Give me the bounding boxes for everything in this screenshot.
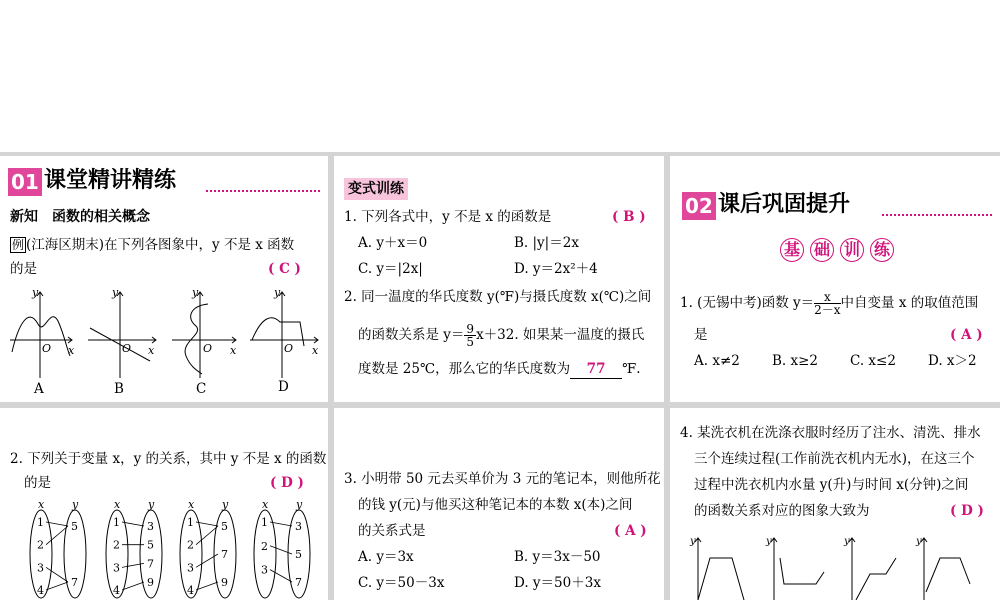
q4-graph-a [695, 538, 744, 600]
example-answer: ( C ) [268, 261, 301, 277]
q4-graph-c [849, 538, 896, 600]
graph-label-b: B [114, 381, 124, 397]
q3-line2: 的钱 y(元)与他买这种笔记本的本数 x(本)之间 [358, 497, 633, 513]
map-x-value: 3 [261, 563, 268, 577]
variant-q2-line2a: 的函数关系是 y＝ [358, 327, 465, 343]
q4-answer: ( D ) [950, 503, 984, 519]
graph-b-x-label: x [148, 344, 155, 357]
map-x-value: 4 [113, 584, 120, 597]
q3-option-c: C. y＝50－3x [358, 575, 445, 591]
graph-c-origin: O [203, 342, 213, 355]
map-y-header: y [296, 498, 303, 511]
map-y-value: 9 [147, 576, 154, 589]
q4-graph-d-y: y [916, 536, 922, 547]
variant-q2-frac-num: 9 [466, 322, 475, 336]
variant-q2-line2b: x＋32. 如果某一温度的摄氏 [476, 327, 645, 343]
map-x-header: x [262, 498, 269, 511]
map-x-value: 3 [37, 561, 44, 575]
q3-option-d: D. y＝50＋3x [514, 575, 601, 591]
panel-q2-mappings [0, 408, 328, 600]
graph-a [10, 292, 72, 378]
q4-line3: 过程中洗衣机内水量 y(升)与时间 x(分钟)之间 [694, 477, 969, 493]
map-y-value: 9 [221, 576, 228, 589]
basic-char-2: 础 [810, 238, 834, 262]
map-y-value: 5 [147, 538, 154, 552]
map-x-value: 4 [37, 584, 44, 597]
map-y-value: 7 [221, 548, 228, 561]
basic-char-3: 训 [840, 238, 864, 262]
variant-q2-line3 [358, 360, 641, 379]
map-y-value: 3 [147, 520, 154, 533]
section2-q1-option-c: C. x≤2 [850, 353, 896, 369]
section2-q1-option-a: A. x≠2 [694, 353, 740, 369]
map-y-header: y [148, 498, 155, 511]
map-y-value: 7 [295, 576, 302, 589]
graph-d [250, 292, 318, 378]
panel-q3 [334, 408, 664, 600]
map-x-value: 1 [37, 516, 44, 529]
variant-q1-option-b: B. |y|＝2x [514, 235, 579, 251]
q4-graph-b-y: y [766, 536, 772, 547]
graph-d-y-label: y [274, 286, 281, 299]
map-x-value: 3 [113, 561, 120, 575]
map-x-header: x [38, 498, 45, 511]
example-graphs [0, 156, 328, 402]
q2-answer: ( D ) [270, 475, 304, 491]
graph-a-x-label: x [68, 344, 75, 357]
variant-q1-answer: ( B ) [612, 209, 646, 225]
map-y-value: 7 [71, 576, 78, 589]
subtitle: 新知 函数的相关概念 [10, 209, 150, 225]
example-text: (江海区期末)在下列各图象中，y 不是 x 函数 [26, 237, 295, 253]
basic-char-1: 基 [780, 238, 804, 262]
q4-graph-c-y: y [844, 536, 850, 547]
variant-q2-line2 [358, 320, 644, 350]
q2-line2: 的是 [24, 475, 51, 491]
q3-option-a: A. y＝3x [358, 549, 414, 565]
graph-a-y-label: y [32, 286, 39, 299]
map-y-value: 5 [221, 520, 228, 533]
map-y-value: 5 [71, 520, 78, 533]
variant-q2-fraction [464, 323, 476, 348]
variant-q1-option-c: C. y＝|2x| [358, 261, 423, 277]
map-x-value: 2 [113, 538, 120, 552]
map-x-value: 4 [187, 584, 194, 597]
section2-dotted-rule [882, 214, 992, 216]
map-arrow [270, 546, 292, 554]
section2-title: 课后巩固提升 [718, 192, 851, 217]
section2-q1-frac-num: x [814, 291, 840, 304]
section2-q1-option-d: D. x＞2 [928, 353, 977, 369]
graph-b-origin: O [122, 342, 132, 355]
graph-c-y-label: y [192, 286, 199, 299]
map-y-value: 3 [295, 520, 302, 533]
graph-a-origin: O [42, 342, 52, 355]
graph-c [172, 292, 236, 378]
q4-graphs [670, 528, 1000, 600]
variant-q1-option-a: A. y＋x＝0 [358, 235, 428, 251]
map-x-header: x [188, 498, 195, 511]
graph-label-a: A [34, 381, 44, 397]
map-x-header: x [114, 498, 121, 511]
q4-graph-d [921, 538, 970, 600]
q2-line1: 2. 下列关于变量 x，y 的关系，其中 y 不是 x 的函数 [10, 451, 327, 467]
variant-q2-line3b: ℉. [622, 361, 641, 377]
panel-section2 [670, 156, 1000, 402]
graph-label-d: D [278, 379, 289, 395]
section2-q1-b: 中自变量 x 的取值范围 [840, 295, 979, 311]
section2-q1-a: 1. (无锡中考)函数 y＝ [680, 295, 815, 311]
q4-line4: 的函数关系对应的图象大致为 [694, 503, 870, 519]
variant-q2-line3a: 度数是 25℃，那么它的华氏度数为 [358, 361, 571, 377]
variant-q1: 1. 下列各式中，y 不是 x 的函数是 [344, 209, 552, 225]
graph-b [88, 292, 156, 378]
graph-d-origin: O [284, 342, 294, 355]
map-y-header: y [72, 498, 79, 511]
section2-q1-option-b: B. x≥2 [772, 353, 819, 369]
basic-char-4: 练 [870, 238, 894, 262]
map-x-value: 2 [261, 539, 268, 553]
panel-section1-example [0, 156, 328, 402]
panel-variant-training [334, 156, 664, 402]
q2-mapping-diagrams [0, 496, 328, 600]
section2-badge: 02 [682, 192, 716, 220]
section1-badge: 01 [8, 168, 42, 196]
section2-q1-line1 [680, 288, 978, 318]
q3-option-b: B. y＝3x－50 [514, 549, 601, 565]
q4-graph-b [771, 538, 824, 600]
q3-line3: 的关系式是 [358, 523, 426, 539]
variant-tag: 变式训练 [344, 178, 408, 200]
map-y-value: 5 [295, 548, 302, 561]
top-blank-band [0, 0, 1000, 152]
q4-line2: 三个连续过程(工作前洗衣机内无水)，在这三个 [694, 451, 975, 467]
map-x-value: 1 [187, 516, 194, 529]
graph-d-x-label: x [312, 344, 319, 357]
example-text-line2: 的是 [10, 261, 37, 277]
graph-label-c: C [196, 381, 207, 397]
map-x-value: 1 [261, 516, 268, 529]
variant-q2-answer: 77 [570, 360, 622, 379]
map-x-value: 2 [37, 538, 44, 552]
q4-graph-a-y: y [690, 536, 696, 547]
example-tag: 例 [12, 238, 25, 252]
map-x-value: 1 [113, 516, 120, 529]
section1-title: 课堂精讲精练 [44, 168, 177, 193]
section2-q1-frac-den: 2－x [814, 303, 841, 317]
map-x-value: 2 [187, 538, 194, 552]
map-y-header: y [222, 498, 229, 511]
variant-q2-frac-den: 5 [466, 335, 475, 349]
q3-line1: 3. 小明带 50 元去买单价为 3 元的笔记本，则他所花 [344, 471, 661, 487]
graph-b-y-label: y [112, 286, 119, 299]
map-y-value: 7 [147, 557, 154, 571]
graph-c-x-label: x [230, 344, 237, 357]
panel-q4 [670, 408, 1000, 600]
section2-q1-answer: ( A ) [950, 327, 983, 343]
variant-q2-line1: 2. 同一温度的华氏度数 y(℉)与摄氏度数 x(℃)之间 [344, 289, 652, 305]
q4-line1: 4. 某洗衣机在洗涤衣服时经历了注水、清洗、排水 [680, 425, 981, 441]
variant-q1-option-d: D. y＝2x²＋4 [514, 261, 598, 277]
map-x-value: 3 [187, 561, 194, 575]
section2-q1-c: 是 [694, 327, 708, 343]
section2-q1-fraction [814, 291, 840, 316]
q3-answer: ( A ) [614, 523, 647, 539]
